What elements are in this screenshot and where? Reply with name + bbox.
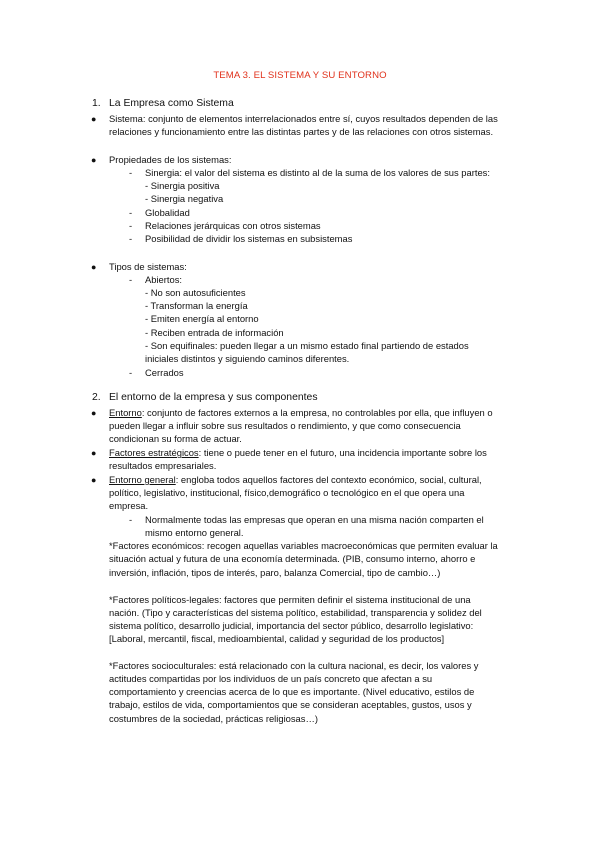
factores-socioculturales-line-2: actitudes compartidas por los individuos de un país concreto que afectan a su [109,673,433,684]
factores-politicos-line-1: *Factores políticos-legales: factores que permiten definir el sistema institucional de una [109,594,471,605]
factores-politicos-line-3: sistema político, desarrollo judicial, importancia del sector público, desarrollo legislativo: [109,620,474,631]
entorno-line-3: condicionan su forma de actuar. [109,433,242,444]
section-heading-1: La Empresa como Sistema [109,98,234,109]
relaciones-jerarquicas: Relaciones jerárquicas con otros sistemas [145,220,321,231]
entorno-general-line-3: empresa. [109,500,149,511]
abiertos-item-5-line-2: iniciales distintos y siguiendo caminos diferentes. [145,353,350,364]
factores-socioculturales-line-5: costumbres de la sociedad, prácticas religiosas…) [109,713,318,724]
factores-socioculturales-line-3: comportamiento y creencias acerca de lo que es importante. (Nivel educativo, estilos de [109,686,475,697]
abiertos-item-3: - Emiten energía al entorno [145,313,259,324]
sistema-definition-line-1: Sistema: conjunto de elementos interrelacionados entre sí, cuyos resultados dependen de las [109,113,498,124]
factores-politicos-line-4: [Laboral, mercantil, fiscal, medioambiental, calidad y seguridad de los productos] [109,633,445,644]
bullet-icon: ● [91,114,97,124]
posibilidad-dividir: Posibilidad de dividir los sistemas en subsistemas [145,233,353,244]
dash-bullet: - [129,514,133,525]
entorno-term: Entorno [109,407,142,418]
dash-bullet: - [129,220,133,231]
entorno-line-1: Entorno: conjunto de factores externos a la empresa, no controlables por ella, que influyen o [109,407,493,418]
factores-socioculturales-line-4: trabajo, estilos de vida, comportamientos que se consideran aceptables, gustos, usos y [109,699,472,710]
bullet-icon: ● [91,475,97,485]
document-title: TEMA 3. EL SISTEMA Y SU ENTORNO [213,70,387,81]
dash-bullet: - [129,274,133,285]
types-heading: Tipos de sistemas: [109,261,187,272]
dash-bullet: - [129,367,133,378]
entorno-line-2: pueden llegar a influir sobre sus resultados o rendimiento, y que como consecuencia [109,420,461,431]
dash-bullet: - [129,233,133,244]
section-number-2: 2. [92,392,101,403]
cerrados: Cerrados [145,367,184,378]
bullet-icon: ● [91,262,97,272]
globalidad: Globalidad [145,207,190,218]
bullet-icon: ● [91,155,97,165]
section-heading-2: El entorno de la empresa y sus componentes [109,392,318,403]
dash-bullet: - [129,207,133,218]
abiertos-item-1: - No son autosuficientes [145,287,246,298]
sinergia-line: Sinergia: el valor del sistema es distinto al de la suma de los valores de sus partes: [145,167,490,178]
normalmente-line-1: Normalmente todas las empresas que operan en una misma nación comparten el [145,514,484,525]
entorno-general-line-2: político, legislativo, institucional, físico,demográfico o tecnológico en el que opera una [109,487,465,498]
dash-bullet: - [129,167,133,178]
factores-estrategicos-term: Factores estratégicos [109,447,199,458]
sinergia-positiva: - Sinergia positiva [145,180,220,191]
normalmente-line-2: mismo entorno general. [145,527,244,538]
bullet-icon: ● [91,408,97,418]
factores-estrategicos-line-2: resultados empresariales. [109,460,217,471]
factores-socioculturales-line-1: *Factores socioculturales: está relacionado con la cultura nacional, es decir, los valores y [109,660,479,671]
factores-economicos-line-1: *Factores económicos: recogen aquellas variables macroeconómicas que permiten evaluar la [109,540,498,551]
abiertos-item-2: - Transforman la energía [145,300,248,311]
factores-economicos-line-2: situación actual y futura de una economía determinada. (PIB, consumo interno, ahorro e [109,553,476,564]
entorno-general-term: Entorno general [109,474,176,485]
abiertos-item-4: - Reciben entrada de información [145,327,284,338]
factores-economicos-line-3: inversión, inflación, tipos de interés, paro, balanza Comercial, tipo de cambio…) [109,567,441,578]
abiertos-item-5-line-1: - Son equifinales: pueden llegar a un mismo estado final partiendo de estados [145,340,469,351]
abiertos: Abiertos: [145,274,182,285]
factores-politicos-line-2: nación. (Tipo y características del sistema político, estabilidad, transparencia y solidez del [109,607,482,618]
section-number-1: 1. [92,98,101,109]
entorno-general-line-1: Entorno general: engloba todos aquellos factores del contexto económico, social, cultural, [109,474,482,485]
sistema-definition-line-2: relaciones y funcionamiento entre las distintas partes y de las relaciones con otros sistemas. [109,126,494,137]
properties-heading: Propiedades de los sistemas: [109,154,232,165]
bullet-icon: ● [91,448,97,458]
factores-estrategicos-line-1: Factores estratégicos: tiene o puede tener en el futuro, una incidencia importante sobre los [109,447,487,458]
sinergia-negativa: - Sinergia negativa [145,193,224,204]
